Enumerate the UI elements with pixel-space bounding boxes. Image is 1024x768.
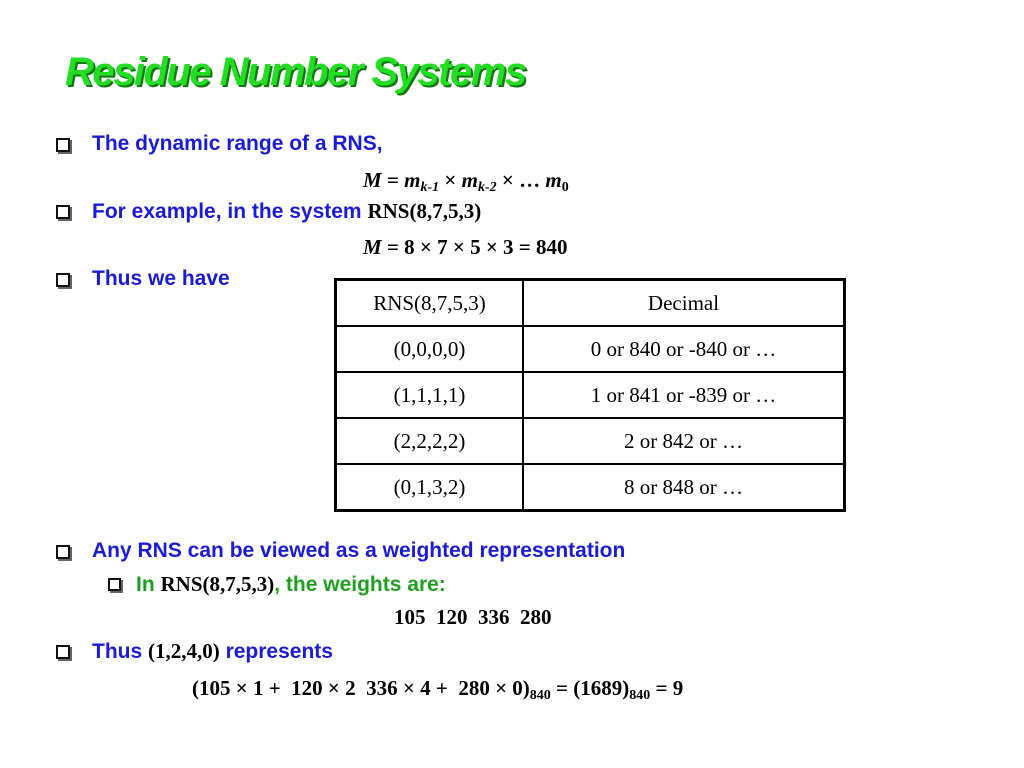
table-row: [336, 464, 845, 511]
table-cell-rns: (2,2,2,2): [336, 418, 524, 464]
bullet-example: [92, 199, 481, 224]
eq3-sub1: 840: [529, 688, 551, 703]
table-cell-decimal: 2 or 842 or …: [523, 418, 845, 464]
subbullet-weights-prefix: In: [136, 573, 161, 596]
eq-sub-0: 0: [561, 180, 569, 195]
rns-table: [334, 278, 846, 512]
bullet-example-system: RNS(8,7,5,3): [367, 199, 482, 223]
eq-M: M: [363, 168, 382, 192]
eq-sub-k1: k-1: [420, 180, 440, 195]
table-header-decimal: Decimal: [523, 280, 845, 327]
bullet-dynamic-range: The dynamic range of a RNS,: [92, 132, 383, 155]
equation-range-value: [363, 235, 568, 260]
eq-sub-k2: k-2: [477, 180, 497, 195]
eq2-M: M: [363, 235, 382, 259]
table-row: [336, 326, 845, 372]
eq3-part3: = 9: [650, 676, 684, 700]
bullet-example-text: For example, in the system: [92, 200, 368, 223]
eq-m1: m: [404, 168, 421, 192]
checkbox-bullet-icon: [56, 205, 70, 219]
table-cell-decimal: 1 or 841 or -839 or …: [523, 372, 845, 418]
table-row: [336, 418, 845, 464]
table-cell-decimal: 8 or 848 or …: [523, 464, 845, 511]
checkbox-bullet-icon: [56, 273, 70, 287]
subbullet-weights-system: RNS(8,7,5,3): [160, 572, 275, 596]
eq-m2: m: [461, 168, 478, 192]
eq3-part2: = (1689): [550, 676, 630, 700]
bullet-thus-we-have: Thus we have: [92, 267, 230, 290]
table-cell-rns: (0,1,3,2): [336, 464, 524, 511]
table-cell-rns: (0,0,0,0): [336, 326, 524, 372]
table-cell-rns: (1,1,1,1): [336, 372, 524, 418]
bullet-represents-tuple: (1,2,4,0): [148, 639, 220, 663]
eq-equals: =: [381, 168, 405, 192]
bullet-represents: [92, 639, 333, 664]
table-cell-decimal: 0 or 840 or -840 or …: [523, 326, 845, 372]
eq-times: ×: [439, 168, 462, 192]
eq2-rest: = 8 × 7 × 5 × 3 = 840: [381, 235, 568, 259]
checkbox-bullet-icon: [56, 138, 70, 152]
bullet-represents-prefix: Thus: [92, 640, 148, 663]
table-row: [336, 372, 845, 418]
subbullet-weights: [136, 572, 446, 597]
weights-values: 105 120 336 280: [394, 605, 552, 629]
subbullet-weights-suffix: , the weights are:: [274, 573, 446, 596]
table-header-rns: RNS(8,7,5,3): [336, 280, 524, 327]
checkbox-bullet-icon: [56, 645, 70, 659]
equation-dynamic-range: [363, 168, 569, 196]
equation-weighted-sum: [192, 676, 683, 704]
bullet-weighted: Any RNS can be viewed as a weighted representation: [92, 539, 626, 562]
table-header-row: [336, 280, 845, 327]
checkbox-bullet-icon: [56, 545, 70, 559]
page-title: Residue Number Systems: [65, 50, 526, 94]
eq3-sub2: 840: [629, 688, 651, 703]
checkbox-bullet-icon: [108, 578, 121, 591]
eq-m0: m: [545, 168, 562, 192]
eq-dots: × …: [496, 168, 546, 192]
eq3-part1: (105 × 1 + 120 × 2 336 × 4 + 280 × 0): [192, 676, 530, 700]
bullet-represents-suffix: represents: [219, 640, 333, 663]
